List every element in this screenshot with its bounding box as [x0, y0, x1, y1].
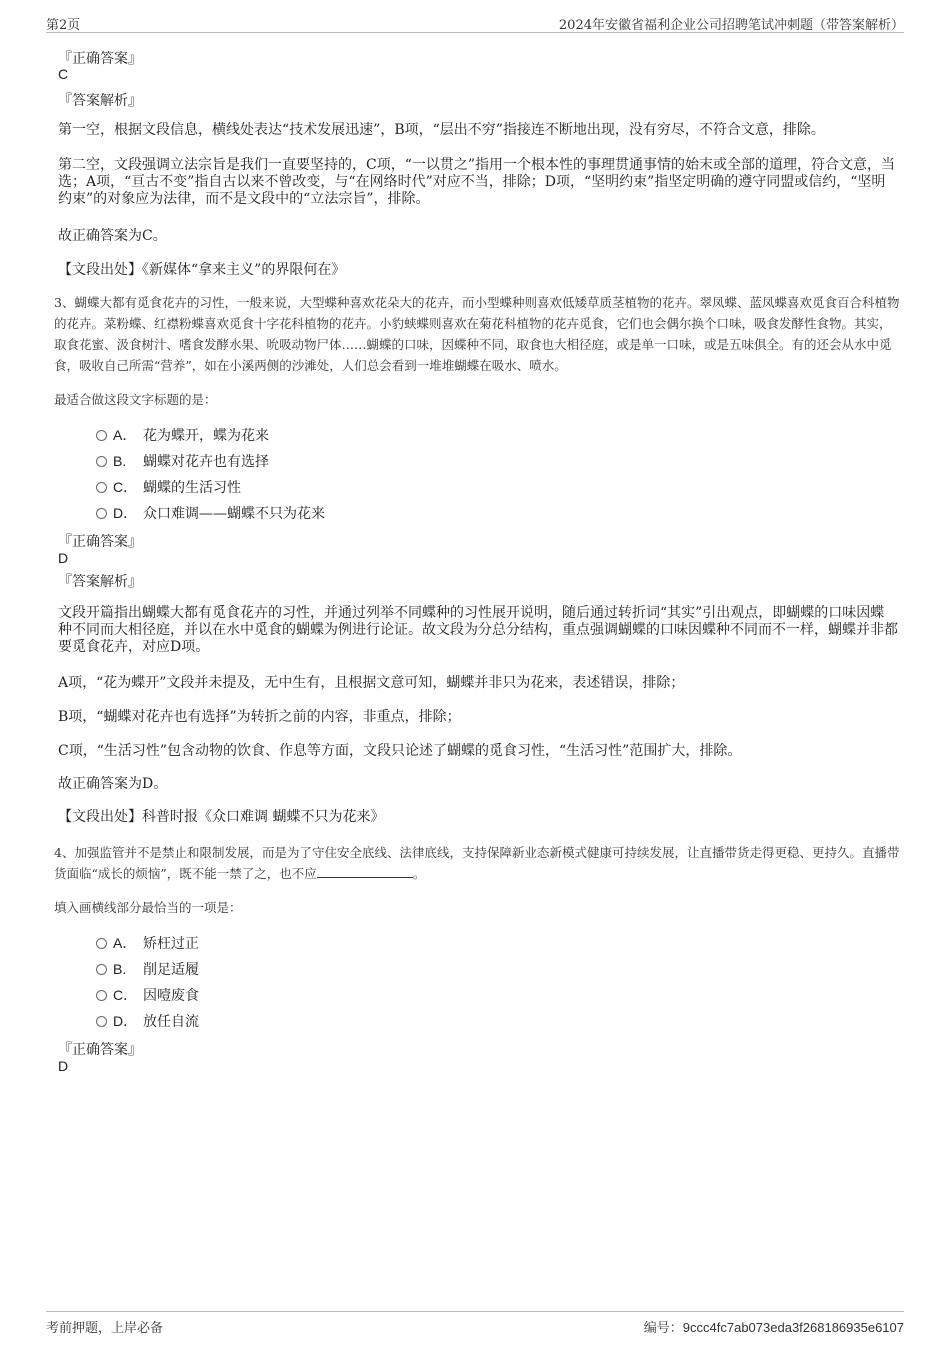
q3-option-c[interactable]: C． 蝴蝶的生活习性: [96, 477, 241, 497]
q2-analysis-para-2: 第二空，文段强调立法宗旨是我们一直要坚持的，C项，“一以贯之”指用一个根本性的事理贯通事情的始末或全部的道理，符合文意，当选；A项，“亘古不变”指自古以来不曾改变，与“在网络时代”对应不当，排除；D项，“坚明约束”指坚定明确的遵守同盟或信约，“坚明约束”的对象应为法律，而不是文段中的“立法宗旨”，排除。: [58, 157, 896, 207]
q4-option-d[interactable]: D． 放任自流: [96, 1011, 199, 1031]
q4-option-b[interactable]: B. 削足适履: [96, 959, 199, 979]
radio-icon[interactable]: [96, 990, 107, 1001]
q4-stem: 4、加强监管并不是禁止和限制发展，而是为了守住安全底线、法律底线，支持保障新业态新模式健康可持续发展，让直播带货走得更稳、更持久。直播带货面临“成长的烦恼”，既不能一禁了之，也不应 。: [54, 845, 900, 881]
q3-option-a[interactable]: A． 花为蝶开，蝶为花来: [96, 425, 269, 445]
q2-conclusion: 故正确答案为C。: [58, 228, 167, 244]
radio-icon[interactable]: [96, 1016, 107, 1027]
q2-analysis-para-1: 第一空，根据文段信息，横线处表达“技术发展迅速”，B项，“层出不穷”指接连不断地出现，没有穷尽，不符合文意，排除。: [58, 122, 825, 138]
q4-answer-label: 『正确答案』: [58, 1042, 142, 1058]
document-code: 编号：9ccc4fc7ab073eda3f268186935e6107: [643, 1320, 904, 1336]
page-footer: [46, 1311, 904, 1336]
q2-answer: C: [58, 66, 69, 82]
radio-icon[interactable]: [96, 508, 107, 519]
q3-analysis-para-1: 文段开篇指出蝴蝶大都有觅食花卉的习性，并通过列举不同蝶种的习性展开说明，随后通过转折词“其实”引出观点，即蝴蝶的口味因蝶种不同而大相径庭，并以在水中觅食的蝴蝶为例进行论证。故文段为分总分结构，重点强调蝴蝶的口味因蝶种不同而不一样，蝴蝶并非都要觅食花卉，对应D项。: [58, 605, 898, 655]
q3-analysis-para-2: A项，“花为蝶开”文段并未提及，无中生有，且根据文意可知，蝴蝶并非只为花来，表述错误，排除；: [58, 675, 685, 691]
radio-icon[interactable]: [96, 964, 107, 975]
radio-icon[interactable]: [96, 456, 107, 467]
page-header: [46, 10, 904, 33]
q3-source: 【文段出处】科普时报《众口难调 蝴蝶不只为花来》: [58, 809, 385, 825]
q3-option-b[interactable]: B. 蝴蝶对花卉也有选择: [96, 451, 269, 471]
q3-answer-label: 『正确答案』: [58, 534, 142, 550]
page-number: 第2页: [46, 18, 81, 33]
q3-stem: 3、蝴蝶大都有觅食花卉的习性，一般来说，大型蝶种喜欢花朵大的花卉，而小型蝶种则喜欢低矮草质茎植物的花卉。翠凤蝶、蓝凤蝶喜欢觅食百合科植物的花卉。菜粉蝶、红襟粉蝶喜欢觅食十字花科植物的花卉。小豹蛱蝶则喜欢在菊花科植物的花卉觅食，它们也会偶尔换个口味，吸食发酵性食物。其实，取食花蜜、汲食树汁、嗜食发酵水果、吮吸动物尸体……蝴蝶的口味，因蝶种不同，取食也大相径庭，或是单一口味，或是五味俱全。有的还会从水中觅食，吸收自己所需“营养”，如在小溪两侧的沙滩处，人们总会看到一堆堆蝴蝶在吸水、喷水。: [54, 295, 900, 373]
q3-option-d[interactable]: D． 众口难调——蝴蝶不只为花来: [96, 503, 325, 523]
q3-analysis-para-4: C项，“生活习性”包含动物的饮食、作息等方面，文段只论述了蝴蝶的觅食习性，“生活习性”范围扩大，排除。: [58, 743, 742, 759]
q4-answer: D: [58, 1058, 69, 1074]
q4-option-a[interactable]: A． 矫枉过正: [96, 933, 199, 953]
q3-conclusion: 故正确答案为D。: [58, 776, 168, 792]
q4-option-c[interactable]: C． 因噎废食: [96, 985, 199, 1005]
footer-slogan: 考前押题，上岸必备: [46, 1321, 164, 1336]
q3-analysis-label: 『答案解析』: [58, 574, 142, 590]
q3-analysis-para-3: B项，“蝴蝶对花卉也有选择”为转折之前的内容，非重点，排除；: [58, 709, 461, 725]
q2-analysis-label: 『答案解析』: [58, 93, 142, 109]
radio-icon[interactable]: [96, 938, 107, 949]
q3-prompt: 最适合做这段文字标题的是：: [54, 392, 217, 407]
fill-in-blank[interactable]: [317, 865, 413, 878]
q2-source: 【文段出处】《新媒体“拿来主义”的界限何在》: [58, 262, 346, 278]
q4-prompt: 填入画横线部分最恰当的一项是：: [54, 900, 242, 915]
q2-answer-label: 『正确答案』: [58, 51, 142, 67]
q3-answer: D: [58, 550, 69, 566]
document-title: 2024年安徽省福利企业公司招聘笔试冲刺题（带答案解析）: [558, 18, 904, 33]
radio-icon[interactable]: [96, 430, 107, 441]
radio-icon[interactable]: [96, 482, 107, 493]
